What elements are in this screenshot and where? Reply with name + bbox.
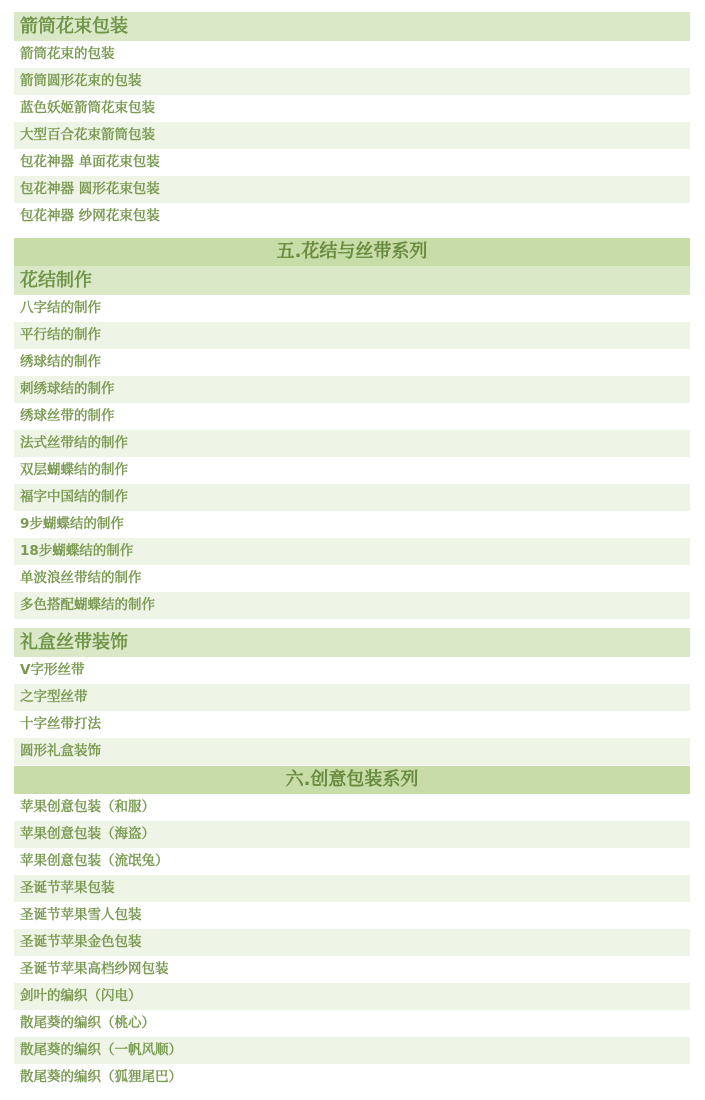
list-item[interactable]: 圆形礼盒装饰 bbox=[14, 738, 690, 765]
series-title: 五.花结与丝带系列 bbox=[14, 238, 690, 266]
list-item[interactable]: 圣诞节苹果高档纱网包装 bbox=[14, 956, 690, 983]
list-item[interactable]: V字形丝带 bbox=[14, 657, 690, 684]
list-item[interactable]: 包花神器 单面花束包装 bbox=[14, 149, 690, 176]
list-item[interactable]: 圣诞节苹果金色包装 bbox=[14, 929, 690, 956]
list-item[interactable]: 蓝色妖姬箭筒花束包装 bbox=[14, 95, 690, 122]
list-item[interactable]: 包花神器 圆形花束包装 bbox=[14, 176, 690, 203]
list-item[interactable]: 绣球丝带的制作 bbox=[14, 403, 690, 430]
section-title: 箭筒花束包装 bbox=[14, 12, 690, 41]
list-item[interactable]: 十字丝带打法 bbox=[14, 711, 690, 738]
list-item[interactable]: 9步蝴蝶结的制作 bbox=[14, 511, 690, 538]
list-item[interactable]: 散尾葵的编织（狐狸尾巴） bbox=[14, 1064, 690, 1091]
series-ribbon bbox=[14, 238, 690, 619]
list-item[interactable]: 刺绣球结的制作 bbox=[14, 376, 690, 403]
list-item[interactable]: 之字型丝带 bbox=[14, 684, 690, 711]
section-title: 花结制作 bbox=[14, 266, 690, 295]
series-creative-packaging bbox=[14, 766, 690, 1091]
series-title: 六.创意包装系列 bbox=[14, 766, 690, 794]
section-gift-box-ribbon bbox=[14, 628, 690, 765]
list-item[interactable]: 箭筒圆形花束的包装 bbox=[14, 68, 690, 95]
list-item[interactable]: 八字结的制作 bbox=[14, 295, 690, 322]
list-item[interactable]: 双层蝴蝶结的制作 bbox=[14, 457, 690, 484]
list-item[interactable]: 绣球结的制作 bbox=[14, 349, 690, 376]
list-item[interactable]: 圣诞节苹果包装 bbox=[14, 875, 690, 902]
list-item[interactable]: 苹果创意包装（和服） bbox=[14, 794, 690, 821]
section-title: 礼盒丝带装饰 bbox=[14, 628, 690, 657]
list-item[interactable]: 法式丝带结的制作 bbox=[14, 430, 690, 457]
list-item[interactable]: 散尾葵的编织（桃心） bbox=[14, 1010, 690, 1037]
list-item[interactable]: 单波浪丝带结的制作 bbox=[14, 565, 690, 592]
list-item[interactable]: 福字中国结的制作 bbox=[14, 484, 690, 511]
list-item[interactable]: 圣诞节苹果雪人包装 bbox=[14, 902, 690, 929]
list-item[interactable]: 18步蝴蝶结的制作 bbox=[14, 538, 690, 565]
section-bouquet-packaging bbox=[14, 12, 690, 230]
list-item[interactable]: 散尾葵的编织（一帆风顺） bbox=[14, 1037, 690, 1064]
list-item[interactable]: 苹果创意包装（流氓兔） bbox=[14, 848, 690, 875]
list-item[interactable]: 大型百合花束箭筒包装 bbox=[14, 122, 690, 149]
list-item[interactable]: 剑叶的编织（闪电） bbox=[14, 983, 690, 1010]
list-item[interactable]: 箭筒花束的包装 bbox=[14, 41, 690, 68]
list-item[interactable]: 苹果创意包装（海盗） bbox=[14, 821, 690, 848]
list-item[interactable]: 包花神器 纱网花束包装 bbox=[14, 203, 690, 230]
list-item[interactable]: 平行结的制作 bbox=[14, 322, 690, 349]
list-item[interactable]: 多色搭配蝴蝶结的制作 bbox=[14, 592, 690, 619]
